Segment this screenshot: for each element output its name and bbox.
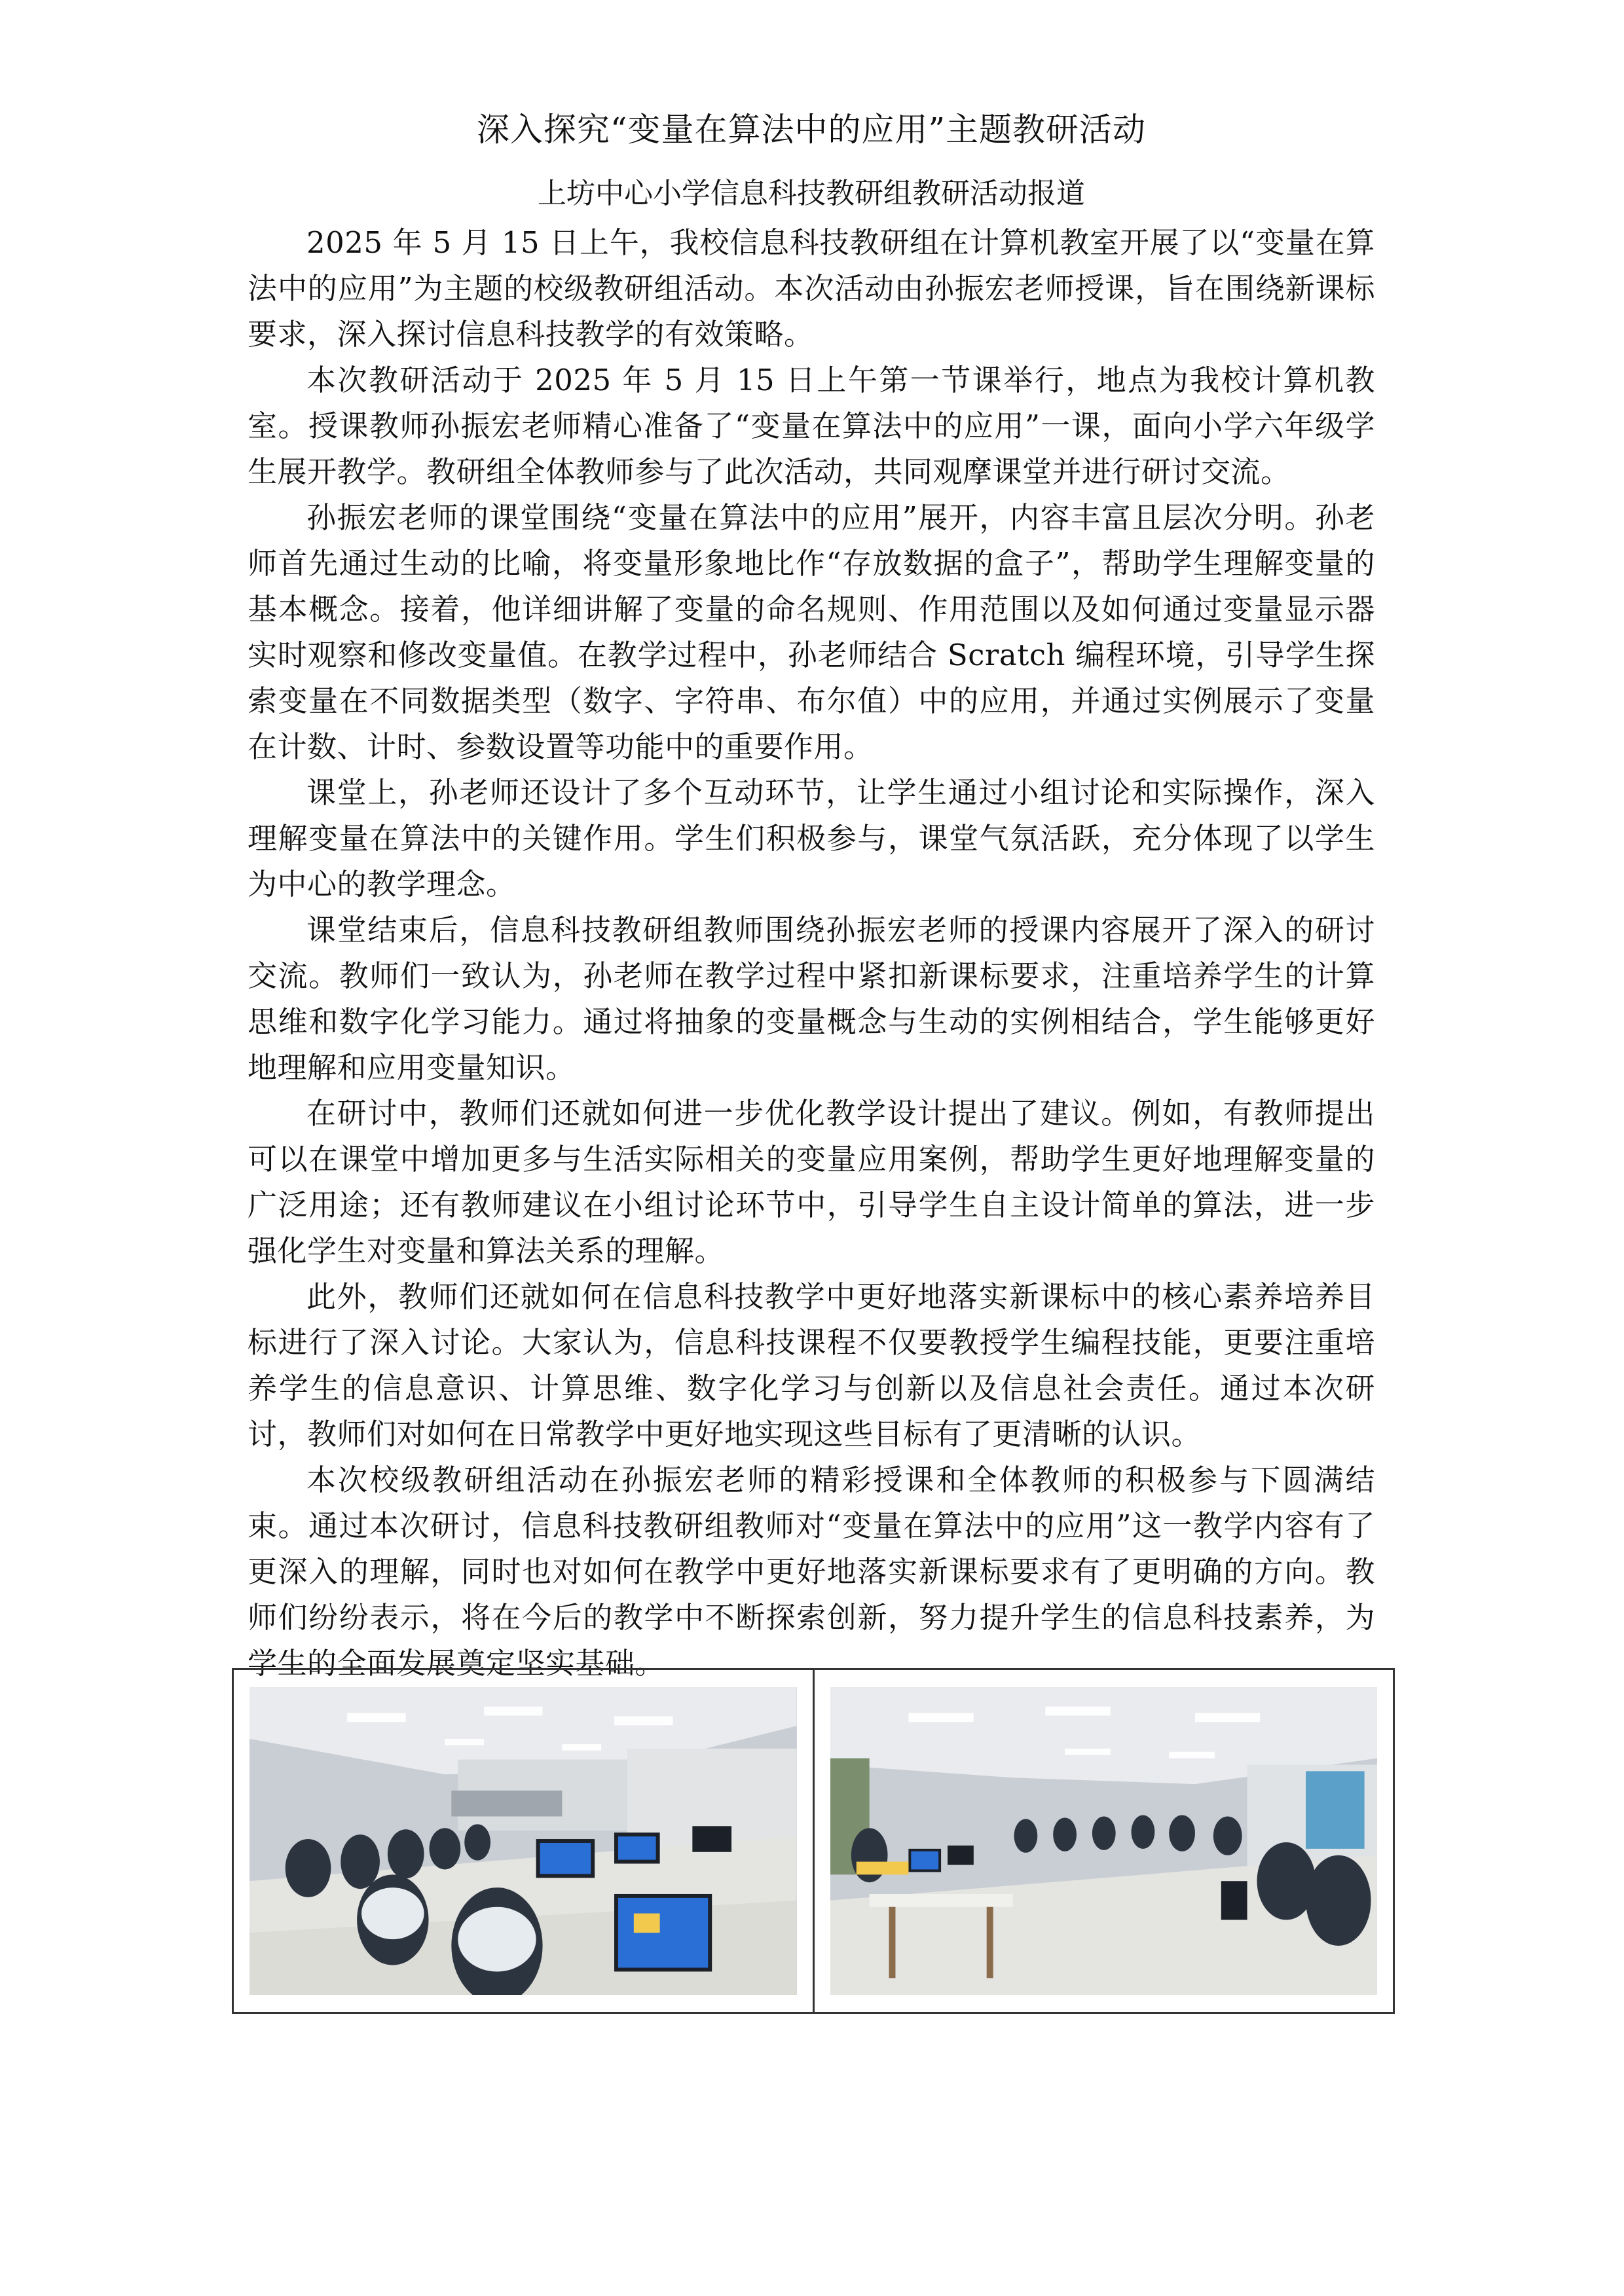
photo-cell-right: [813, 1670, 1393, 2012]
classroom-photo-right-image: [830, 1687, 1378, 1995]
paragraph: 本次教研活动于 2025 年 5 月 15 日上午第一节课举行，地点为我校计算机教室。授课教师孙振宏老师精心准备了“变量在算法中的应用”一课，面向小学六年级学生展开教学。教研组全体教师参与了此次活动，共同观摩课堂并进行研讨交流。: [248, 363, 1375, 489]
paragraph: 此外，教师们还就如何在信息科技教学中更好地落实新课标中的核心素养培养目标进行了深入讨论。大家认为，信息科技课程不仅要教授学生编程技能，更要注重培养学生的信息意识、计算思维、数字化学习与创新以及信息社会责任。通过本次研讨，教师们对如何在日常教学中更好地实现这些目标有了更清晰的认识。: [248, 1279, 1375, 1451]
photo-cell-left: [234, 1670, 813, 2012]
paragraph: 课堂结束后，信息科技教研组教师围绕孙振宏老师的授课内容展开了深入的研讨交流。教师们一致认为，孙老师在教学过程中紧扣新课标要求，注重培养学生的计算思维和数字化学习能力。通过将抽象的变量概念与生动的实例相结合，学生能够更好地理解和应用变量知识。: [248, 913, 1375, 1085]
paragraph: 2025 年 5 月 15 日上午，我校信息科技教研组在计算机教室开展了以“变量在算法中的应用”为主题的校级教研组活动。本次活动由孙振宏老师授课，旨在围绕新课标要求，深入探讨信息科技教学的有效策略。: [248, 225, 1375, 352]
article-body: [248, 220, 1375, 1686]
page-subtitle: 上坊中心小学信息科技教研组教研活动报道: [538, 177, 1085, 210]
page-title: 深入探究“变量在算法中的应用”主题教研活动: [476, 111, 1147, 149]
classroom-photo-left: [249, 1687, 797, 1995]
document-page: [248, 98, 1375, 1686]
paragraph: 本次校级教研组活动在孙振宏老师的精彩授课和全体教师的积极参与下圆满结束。通过本次研讨，信息科技教研组教师对“变量在算法中的应用”这一教学内容有了更深入的理解，同时也对如何在教学中更好地落实新课标要求有了更明确的方向。教师们纷纷表示，将在今后的教学中不断探索创新，努力提升学生的信息科技素养，为学生的全面发展奠定坚实基础。: [248, 1463, 1375, 1681]
paragraph: 在研讨中，教师们还就如何进一步优化教学设计提出了建议。例如，有教师提出可以在课堂中增加更多与生活实际相关的变量应用案例，帮助学生更好地理解变量的广泛用途；还有教师建议在小组讨论环节中，引导学生自主设计简单的算法，进一步强化学生对变量和算法关系的理解。: [248, 1096, 1375, 1268]
photo-table: [232, 1668, 1395, 2014]
paragraph: 课堂上，孙老师还设计了多个互动环节，让学生通过小组讨论和实际操作，深入理解变量在算法中的关键作用。学生们积极参与，课堂气氛活跃，充分体现了以学生为中心的教学理念。: [248, 775, 1375, 902]
classroom-photo-right: [830, 1687, 1378, 1995]
paragraph: 孙振宏老师的课堂围绕“变量在算法中的应用”展开，内容丰富且层次分明。孙老师首先通过生动的比喻，将变量形象地比作“存放数据的盒子”，帮助学生理解变量的基本概念。接着，他详细讲解了变量的命名规则、作用范围以及如何通过变量显示器实时观察和修改变量值。在教学过程中，孙老师结合 Scratch 编程环境，引导学生探索变量在不同数据类型（数字、字符串、布尔值）中的应用，并通过实例展示了变量在计数、计时、参数设置等功能中的重要作用。: [248, 500, 1375, 764]
classroom-photo-left-image: [249, 1687, 797, 1995]
